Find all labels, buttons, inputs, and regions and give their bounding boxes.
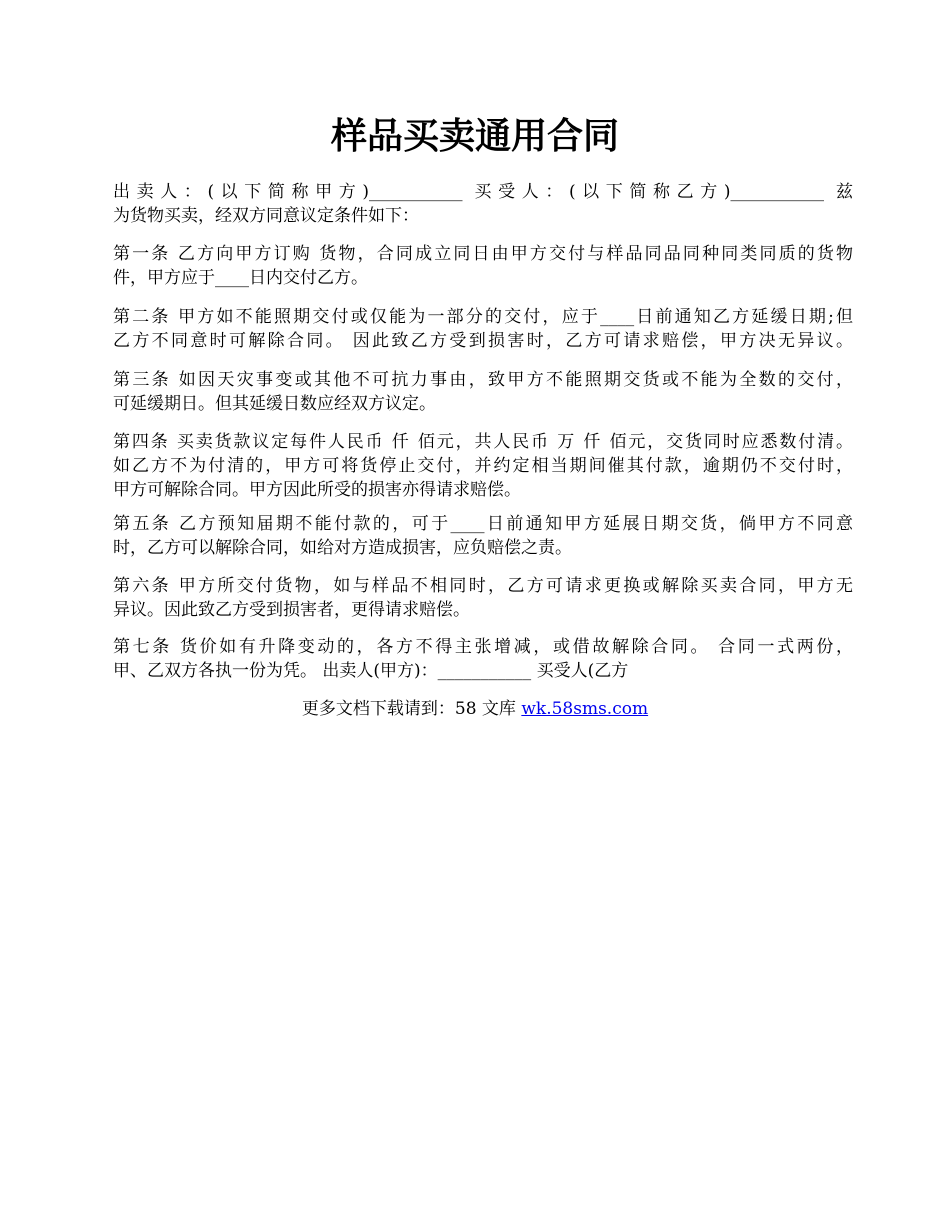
paragraph-line: 件，甲方应于____日内交付乙方。 bbox=[113, 268, 368, 288]
article-3-paragraph bbox=[113, 368, 853, 416]
article-2-paragraph bbox=[113, 305, 853, 353]
paragraph-line: 甲、乙双方各执一份为凭。 出卖人(甲方)：___________ 买受人(乙方 bbox=[113, 661, 629, 681]
article-4-paragraph bbox=[113, 430, 853, 502]
paragraph-line: 可延缓期日。但其延缓日数应经双方议定。 bbox=[113, 394, 436, 414]
paragraph-line: 第七条 货价如有升降变动的，各方不得主张增减，或借故解除合同。 合同一式两份， bbox=[113, 637, 853, 657]
article-5-paragraph bbox=[113, 512, 853, 560]
article-7-paragraph bbox=[113, 635, 853, 683]
article-6-paragraph bbox=[113, 574, 853, 622]
paragraph-line: 第一条 乙方向甲方订购 货物，合同成立同日由甲方交付与样品同品同种同类同质的货物 bbox=[113, 244, 853, 264]
paragraph-line: 乙方不同意时可解除合同。 因此致乙方受到损害时，乙方可请求赔偿，甲方决无异议。 bbox=[113, 331, 853, 351]
paragraph-line: 出卖人：(以下简称甲方)___________ 买受人：(以下简称乙方)___________ 兹 bbox=[113, 182, 853, 202]
paragraph-line: 如乙方不为付清的，甲方可将货停止交付，并约定相当期间催其付款，逾期仍不交付时， bbox=[113, 456, 853, 476]
paragraph-line: 甲方可解除合同。甲方因此所受的损害亦得请求赔偿。 bbox=[113, 480, 521, 500]
footer-download-note bbox=[0, 697, 950, 721]
paragraph-line: 第二条 甲方如不能照期交付或仅能为一部分的交付，应于____日前通知乙方延缓日期;但 bbox=[113, 307, 853, 327]
paragraph-line: 第五条 乙方预知届期不能付款的，可于____日前通知甲方延展日期交货，倘甲方不同意 bbox=[113, 514, 853, 534]
footer-link[interactable]: wk.58sms.com bbox=[521, 699, 649, 719]
paragraph-line: 第四条 买卖货款议定每件人民币 仟 佰元，共人民币 万 仟 佰元，交货同时应悉数付清。 bbox=[113, 432, 853, 452]
paragraph-line: 异议。因此致乙方受到损害者，更得请求赔偿。 bbox=[113, 600, 470, 620]
paragraph-line: 第六条 甲方所交付货物，如与样品不相同时，乙方可请求更换或解除买卖合同，甲方无 bbox=[113, 576, 853, 596]
paragraph-line: 时，乙方可以解除合同，如给对方造成损害，应负赔偿之责。 bbox=[113, 538, 572, 558]
footer-text: 更多文档下载请到：58 文库 bbox=[301, 699, 522, 719]
article-1-paragraph bbox=[113, 242, 853, 290]
paragraph-line: 为货物买卖，经双方同意议定条件如下： bbox=[113, 206, 419, 226]
document-title: 样品买卖通用合同 bbox=[330, 115, 619, 157]
parties-paragraph bbox=[113, 180, 853, 228]
paragraph-line: 第三条 如因天灾事变或其他不可抗力事由，致甲方不能照期交货或不能为全数的交付， bbox=[113, 370, 853, 390]
